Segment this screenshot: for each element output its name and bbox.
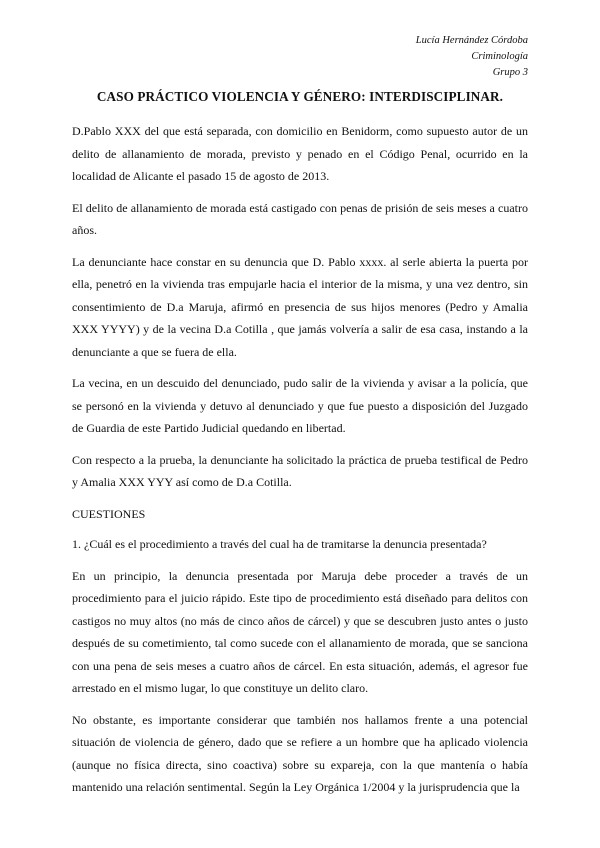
header-group: Grupo 3	[492, 67, 528, 78]
header-author: Lucía Hernández Córdoba	[415, 35, 528, 46]
paragraph-police: La vecina, en un descuido del denunciado, pudo salir de la vivienda y avisar a la policía, que se personó en la vivienda y detuvo al denunciado y que fue puesto a disposición del Juzgado de Guardia de este Partido Judicial quedando en libertad.	[72, 376, 528, 435]
answer-paragraph-1: En un principio, la denuncia presentada por Maruja debe proceder a través de un procedimiento para el juicio rápido. Este tipo de procedimiento está diseñado para delitos con castigos no muy altos (no más de cinco años de cárcel) y que se descubren justo antes o justo después de su cometimiento, tal como sucede con el allanamiento de morada, que se sanciona con una pena de seis meses a cuatro años de cárcel. En esta situación, además, el agresor fue arrestado en el mismo lugar, lo que constituye un delito claro.	[72, 568, 528, 695]
document-title: CASO PRÁCTICO VIOLENCIA Y GÉNERO: INTERDISCIPLINAR.	[96, 89, 504, 104]
paragraph-intro: D.Pablo XXX del que está separada, con domicilio en Benidorm, como supuesto autor de un delito de allanamiento de morada, previsto y penado en el Código Penal, ocurrido en la localidad de Alicante el pasado 15 de agosto de 2013.	[72, 124, 528, 183]
section-heading: CUESTIONES	[72, 506, 146, 521]
paragraph-complaint: La denunciante hace constar en su denuncia que D. Pablo xxxx. al serle abierta la puerta por ella, penetró en la vivienda tras empujarle hacia el interior de la misma, y una vez dentro, sin consentimiento de D.a Maruja, afirmó en presencia de sus hijos menores (Pedro y Amalia XXX YYYY) y de la vecina D.a Cotilla , que jamás volvería a salir de esa casa, instando a la denunciante a que se fuera de ella.	[72, 254, 528, 359]
page-header	[416, 33, 528, 81]
paragraph-penalty: El delito de allanamiento de morada está castigado con penas de prisión de seis meses a cuatro años.	[72, 200, 528, 237]
document-body	[72, 120, 528, 808]
answer-paragraph-2: No obstante, es importante considerar que también nos hallamos frente a una potencial situación de violencia de género, dado que se refiere a un hombre que ha aplicado violencia (aunque no física directa, sino coactiva) sobre su expareja, con la que mantenía o había mantenido una relación sentimental. Según la Ley Orgánica 1/2004 y la jurisprudencia que la	[72, 712, 528, 794]
paragraph-evidence: Con respecto a la prueba, la denunciante ha solicitado la práctica de prueba testifical de Pedro y Amalia XXX YYY así como de D.a Cotilla.	[72, 452, 528, 489]
question-1: 1. ¿Cuál es el procedimiento a través del cual ha de tramitarse la denuncia presentada?	[72, 537, 487, 551]
header-subject: Criminología	[471, 51, 528, 62]
